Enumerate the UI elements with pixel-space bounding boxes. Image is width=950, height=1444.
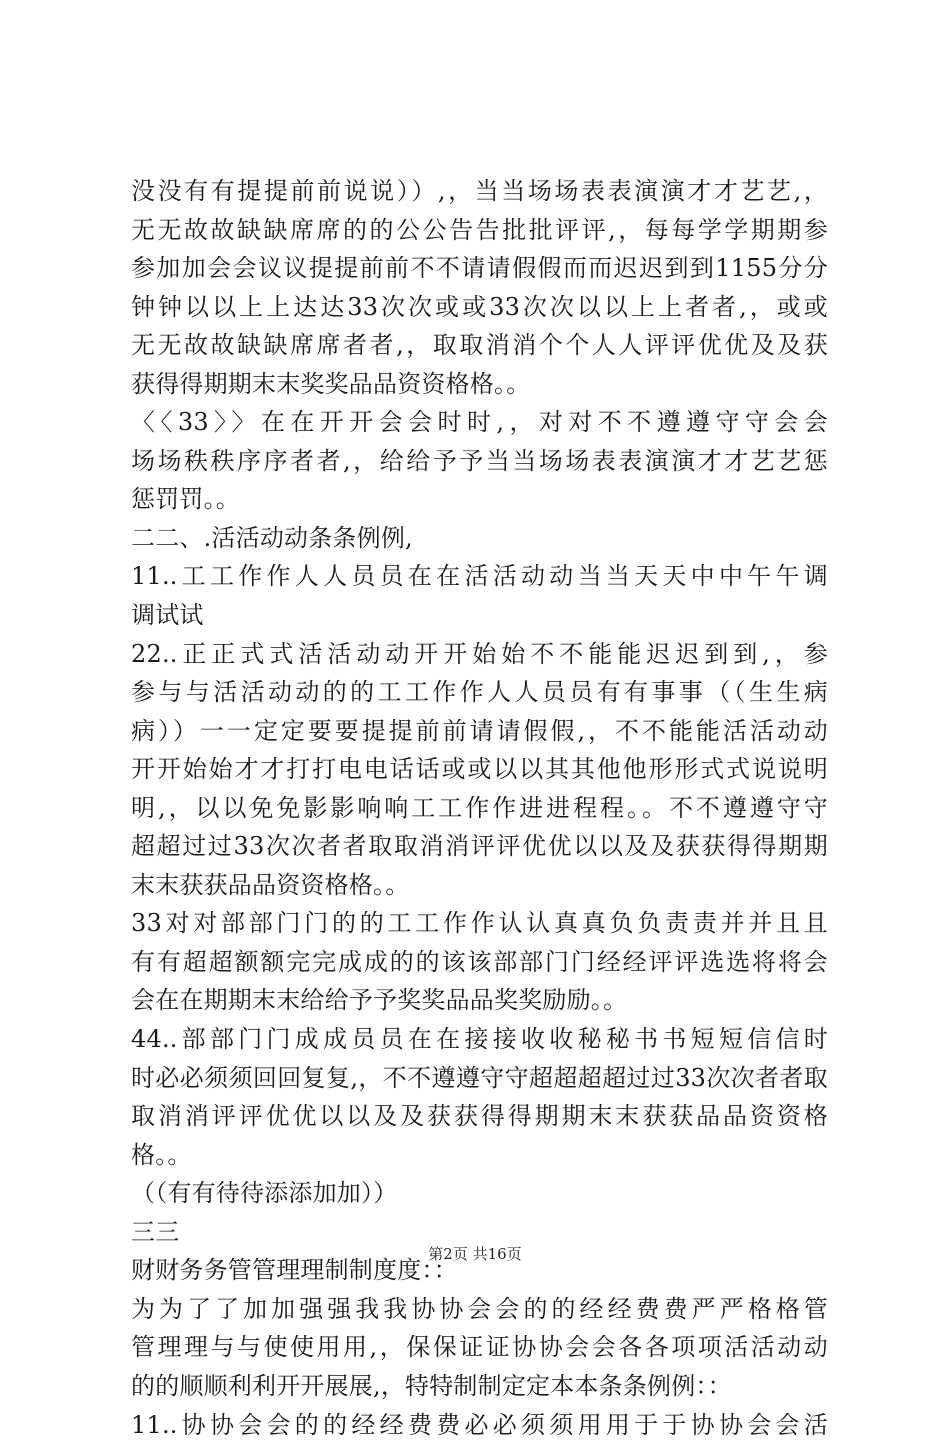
text-line: 末末获获品品资资格格。。 xyxy=(131,866,828,905)
text-line: 格。。 xyxy=(131,1136,828,1175)
text-line: 11..工工作作人人员员在在活活动动当当天天中中午午调 xyxy=(131,557,828,596)
text-line: 二二、.活活动动条条例例, xyxy=(131,519,828,558)
text-line: 取消消评评优优以以及及获获得得期期末末获获品品资资格 xyxy=(131,1097,828,1136)
page-footer: 第2页 共16页 xyxy=(0,1244,950,1264)
text-line: 的的顺顺利利开开展展,，特特制制定定本本条条例例：： xyxy=(131,1367,828,1406)
text-line: 钟钟以以上上达达33次次或或33次次以以上上者者,，或或 xyxy=(131,288,828,327)
text-line: 为为了了加加强强我我协协会会的的经经费费严严格格管 xyxy=(131,1290,828,1329)
text-line: 44..部部门门成成员员在在接接收收秘秘书书短短信信时 xyxy=(131,1020,828,1059)
text-line: 开开始始才才打打电电话话或或以以其其他他形形式式说说明 xyxy=(131,750,828,789)
text-line: 超超过过33次次者者取取消消评评优优以以及及获获得得期期 xyxy=(131,827,828,866)
text-line: 获得得期期末末奖奖品品资资格格。。 xyxy=(131,365,828,404)
text-line: 明,，以以免免影影响响工工作作进进程程。。不不遵遵守守 xyxy=(131,789,828,828)
text-line: 病））一一定定要要提提前前请请假假,，不不能能活活动动 xyxy=(131,712,828,751)
text-line: 〈〈33〉〉在在开开会会时时,，对对不不遵遵守守会会 xyxy=(131,403,828,442)
text-line: 时必必须须回回复复,，不不遵遵守守超超超超过过33次次者者取 xyxy=(131,1059,828,1098)
text-line: 调试试 xyxy=(131,596,828,635)
text-line: 没没有有提提前前说说））,，当当场场表表演演才才艺艺,， xyxy=(131,172,828,211)
text-line: 无无故故缺缺席席者者,，取取消消个个人人评评优优及及获 xyxy=(131,326,828,365)
text-line: 财财务务管管理理制制度度：： xyxy=(131,1251,828,1290)
text-line: 场场秩秩序序者者,，给给予予当当场场表表演演才才艺艺惩 xyxy=(131,442,828,481)
text-line: 三三 xyxy=(131,1213,828,1252)
text-line: 参与与活活动动的的工工作作人人员员有有事事（（生生病 xyxy=(131,673,828,712)
text-line: 22..正正式式活活动动开开始始不不能能迟迟到到,，参 xyxy=(131,635,828,674)
text-line: 有有超超额额完完成成的的该该部部门门经经评评选选将将会 xyxy=(131,943,828,982)
text-line: 无无故故缺缺席席的的公公告告批批评评,，每每学学期期参 xyxy=(131,211,828,250)
text-line: （（有有待待添添加加）） xyxy=(131,1174,828,1213)
text-line: 管理理与与使使用用,，保保证证协协会会各各项项活活动动 xyxy=(131,1328,828,1367)
text-line: 惩罚罚。。 xyxy=(131,480,828,519)
text-line: 11..协协会会的的经经费费必必须须用用于于协协会会活 xyxy=(131,1406,828,1444)
text-line: 参加加会会议议提提前前不不请请假假而而迟迟到到1155分分 xyxy=(131,249,828,288)
text-line: 33对对部部门门的的工工作作认认真真负负责责并并且且 xyxy=(131,904,828,943)
text-line: 会在在期期末末给给予予奖奖品品奖奖励励。。 xyxy=(131,981,828,1020)
